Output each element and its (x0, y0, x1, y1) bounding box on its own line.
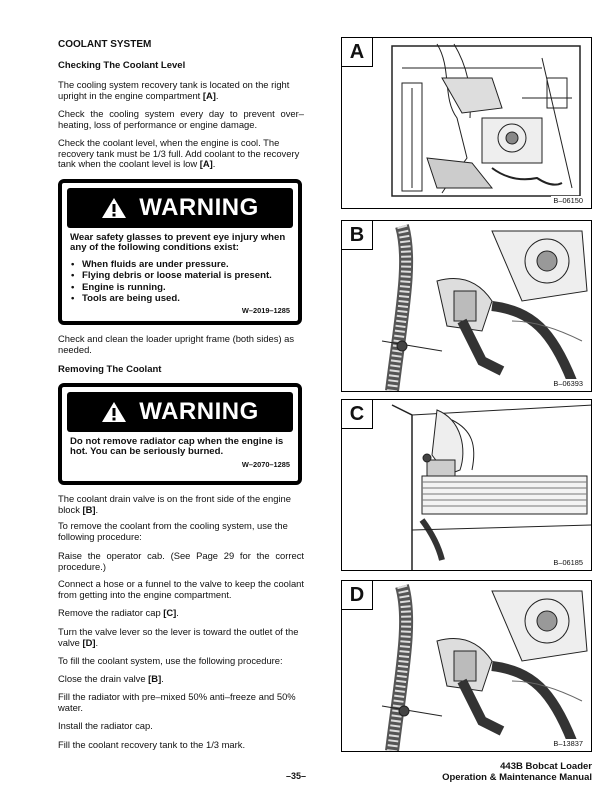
figure-a (341, 37, 592, 209)
figure-label: B (342, 221, 373, 250)
warning-code: W–2019–1285 (241, 306, 290, 316)
warning-title: WARNING (139, 194, 259, 221)
paragraph-close-valve: Close the drain valve [B]. (58, 673, 164, 684)
list-item: • Tools are being used. (82, 294, 290, 304)
warning-lead-text: Wear safety glasses to prevent eye injury when any of the following conditions exist: (70, 232, 286, 254)
figure-ref: [B] (148, 673, 162, 684)
paragraph-recovery-tank: The cooling system recovery tank is located on the right upright in the engine compartment [A]. (58, 79, 290, 101)
warning-box-safety-glasses (58, 179, 302, 325)
paragraph-raise-cab: Raise the operator cab. (See Page 29 for the correct procedure.) (58, 550, 304, 572)
figure-ref: [A] (202, 89, 216, 101)
warning-box-radiator-cap (58, 383, 302, 485)
warning-header (67, 188, 293, 228)
paragraph-remove-procedure: To remove the coolant from the cooling system, use the following procedure: (58, 520, 288, 542)
paragraph-fill-procedure: To fill the coolant system, use the following procedure: (58, 655, 283, 666)
page-number: –35– (286, 771, 307, 781)
warning-triangle-icon (101, 197, 127, 219)
figure-ref: [A] (199, 158, 213, 170)
list-item: • When fluids are under pressure. (82, 260, 290, 270)
figure-ref: [C] (163, 607, 177, 618)
figure-d (341, 580, 592, 752)
paragraph-check-level: Check the coolant level, when the engine is cool. The recovery tank must be 1/3 full. Add coolant to the recovery tank when the coolant level is low [A]. (58, 137, 300, 170)
warning-title: WARNING (139, 398, 259, 425)
figure-code: B–06393 (553, 379, 583, 388)
figure-label: A (342, 38, 373, 67)
paragraph-connect-hose: Connect a hose or a funnel to the valve to keep the coolant from getting into the engine compartment. (58, 578, 304, 600)
warning-triangle-icon (101, 401, 127, 423)
footer-manual-title (442, 761, 592, 783)
figure-code: B–06185 (553, 558, 583, 567)
radiator-cap-illustration (342, 400, 592, 571)
figure-ref: [B] (82, 503, 96, 515)
warning-conditions-list (70, 260, 290, 305)
list-item: • Flying debris or loose material is present. (82, 271, 290, 281)
figure-c (341, 399, 592, 571)
section-title: COOLANT SYSTEM (58, 39, 152, 50)
paragraph-fill-radiator: Fill the radiator with pre–mixed 50% anti–freeze and 50% water. (58, 691, 296, 713)
figure-label: D (342, 581, 373, 610)
warning-text: Do not remove radiator cap when the engine is hot. You can be seriously burned. (70, 436, 284, 458)
figure-code: B–13837 (553, 739, 583, 748)
figure-ref: [D] (82, 636, 96, 648)
figure-b (341, 220, 592, 392)
list-item: • Engine is running. (82, 283, 290, 293)
paragraph-turn-lever: Turn the valve lever so the lever is toward the outlet of the valve [D]. (58, 626, 299, 648)
drain-valve-illustration (342, 221, 592, 392)
engine-compartment-illustration (342, 38, 592, 209)
paragraph-install-cap: Install the radiator cap. (58, 720, 153, 731)
paragraph-check-daily: Check the cooling system every day to prevent over–heating, loss of performance or engine damage. (58, 108, 304, 130)
drain-valve-lever-illustration (342, 581, 592, 752)
paragraph-drain-valve: The coolant drain valve is on the front side of the engine block [B]. (58, 493, 291, 515)
paragraph-fill-tank: Fill the coolant recovery tank to the 1/3 mark. (58, 739, 246, 750)
subheading-checking: Checking The Coolant Level (58, 60, 186, 71)
footer-line-1: 443B Bobcat Loader (500, 761, 592, 772)
subheading-removing: Removing The Coolant (58, 364, 162, 375)
figure-code: B–06150 (553, 196, 583, 205)
figure-label: C (342, 400, 373, 429)
warning-code: W–2070–1285 (241, 459, 290, 469)
warning-header (67, 392, 293, 432)
paragraph-remove-cap: Remove the radiator cap [C]. (58, 607, 179, 618)
footer-line-2: Operation & Maintenance Manual (442, 772, 592, 783)
paragraph-clean-frame: Check and clean the loader upright frame (both sides) as needed. (58, 333, 295, 355)
